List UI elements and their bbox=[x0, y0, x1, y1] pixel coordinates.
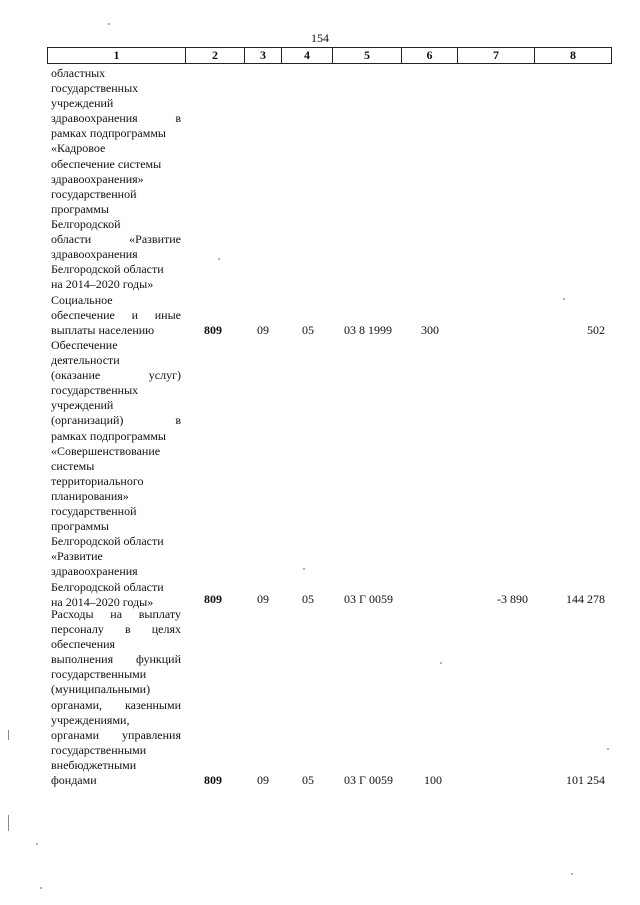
column-header-6: 6 bbox=[402, 48, 458, 64]
row-description bbox=[51, 293, 181, 338]
text-line: на 2014–2020 годы» bbox=[51, 277, 154, 292]
text-line: областных bbox=[51, 66, 106, 80]
column-header-4: 4 bbox=[282, 48, 333, 64]
cell-col8: 101 254 bbox=[566, 773, 605, 787]
scan-speck bbox=[607, 748, 609, 750]
text-line: государственной bbox=[51, 504, 137, 519]
text-line: государственной bbox=[51, 186, 137, 201]
cell-col4: 05 bbox=[302, 592, 314, 606]
text-line: Расходы на выплату bbox=[51, 607, 181, 621]
cell-col4: 05 bbox=[302, 773, 314, 787]
column-header-5: 5 bbox=[333, 48, 402, 64]
text-line: территориального bbox=[51, 473, 144, 488]
scan-speck bbox=[40, 887, 42, 889]
text-line: рамках подпрограммы bbox=[51, 126, 166, 141]
text-line: обеспечение и иные bbox=[51, 308, 181, 323]
text-line: Обеспечение bbox=[51, 338, 118, 352]
cell-col7: -3 890 bbox=[497, 592, 528, 606]
text-line: здравоохранения bbox=[51, 247, 138, 262]
scan-speck bbox=[563, 298, 565, 300]
text-line: государственных bbox=[51, 81, 139, 96]
scan-speck bbox=[218, 258, 220, 260]
text-line: фондами bbox=[51, 773, 97, 788]
page-number: 154 bbox=[311, 31, 329, 45]
text-line: области «Развитие bbox=[51, 232, 181, 247]
text-line: Белгородской области bbox=[51, 579, 164, 594]
text-line: персоналу в целях bbox=[51, 622, 181, 637]
column-header-2: 2 bbox=[186, 48, 245, 64]
cell-col6: 100 bbox=[424, 773, 442, 787]
row-description bbox=[51, 607, 181, 788]
row-description-continued bbox=[51, 66, 181, 292]
text-line: органами, казенными bbox=[51, 697, 181, 712]
scan-speck bbox=[36, 843, 38, 845]
column-header-7: 7 bbox=[458, 48, 535, 64]
text-line: государственными bbox=[51, 667, 147, 682]
column-header-8: 8 bbox=[535, 48, 612, 64]
text-line: (муниципальными) bbox=[51, 682, 151, 697]
cell-col2: 809 bbox=[204, 773, 222, 787]
text-line: «Развитие bbox=[51, 549, 103, 564]
text-line: учреждений bbox=[51, 398, 114, 413]
text-line: Белгородской области bbox=[51, 262, 164, 277]
cell-col5: 03 Г 0059 bbox=[344, 592, 393, 606]
text-line: обеспечения bbox=[51, 637, 116, 652]
cell-col2: 809 bbox=[204, 592, 222, 606]
text-line: обеспечение системы bbox=[51, 156, 162, 171]
text-line: государственных bbox=[51, 383, 139, 398]
cell-col6: 300 bbox=[421, 323, 439, 337]
cell-col2: 809 bbox=[204, 323, 222, 337]
text-line: здравоохранения» bbox=[51, 171, 144, 186]
text-line: системы bbox=[51, 458, 95, 473]
text-line: программы bbox=[51, 201, 109, 216]
text-line: деятельности bbox=[51, 353, 120, 368]
scan-speck bbox=[303, 568, 305, 570]
text-line: Социальное bbox=[51, 293, 113, 307]
text-line: выплаты населению bbox=[51, 323, 155, 338]
scan-speck bbox=[108, 23, 110, 25]
text-line: рамках подпрограммы bbox=[51, 428, 166, 443]
text-line: государственными bbox=[51, 742, 147, 757]
cell-col5: 03 Г 0059 bbox=[344, 773, 393, 787]
scan-speck bbox=[440, 662, 442, 664]
text-line: выполнения функций bbox=[51, 652, 181, 667]
scan-edge-mark bbox=[8, 730, 9, 740]
text-line: «Кадровое bbox=[51, 141, 106, 156]
column-header-1: 1 bbox=[48, 48, 186, 64]
cell-col8: 502 bbox=[587, 323, 605, 337]
column-header-3: 3 bbox=[245, 48, 282, 64]
cell-col8: 144 278 bbox=[566, 592, 605, 606]
scan-edge-mark bbox=[8, 815, 9, 831]
cell-col3: 09 bbox=[257, 773, 269, 787]
text-line: здравоохранения в bbox=[51, 111, 181, 126]
scan-speck bbox=[571, 873, 573, 875]
text-line: на 2014–2020 годы» bbox=[51, 594, 154, 609]
column-header-row bbox=[47, 47, 612, 64]
text-line: Белгородской области bbox=[51, 534, 164, 549]
cell-col3: 09 bbox=[257, 323, 269, 337]
text-line: учреждений bbox=[51, 96, 114, 111]
cell-col5: 03 8 1999 bbox=[344, 323, 392, 337]
text-line: Белгородской bbox=[51, 216, 121, 231]
text-line: (организаций) в bbox=[51, 413, 181, 428]
text-line: «Совершенствование bbox=[51, 443, 161, 458]
text-line: учреждениями, bbox=[51, 712, 130, 727]
cell-col3: 09 bbox=[257, 592, 269, 606]
text-line: (оказание услуг) bbox=[51, 368, 181, 383]
text-line: здравоохранения bbox=[51, 564, 138, 579]
text-line: органами управления bbox=[51, 727, 181, 742]
text-line: программы bbox=[51, 519, 109, 534]
text-line: внебюджетными bbox=[51, 757, 137, 772]
cell-col4: 05 bbox=[302, 323, 314, 337]
row-description bbox=[51, 338, 181, 610]
text-line: планирования» bbox=[51, 488, 129, 503]
